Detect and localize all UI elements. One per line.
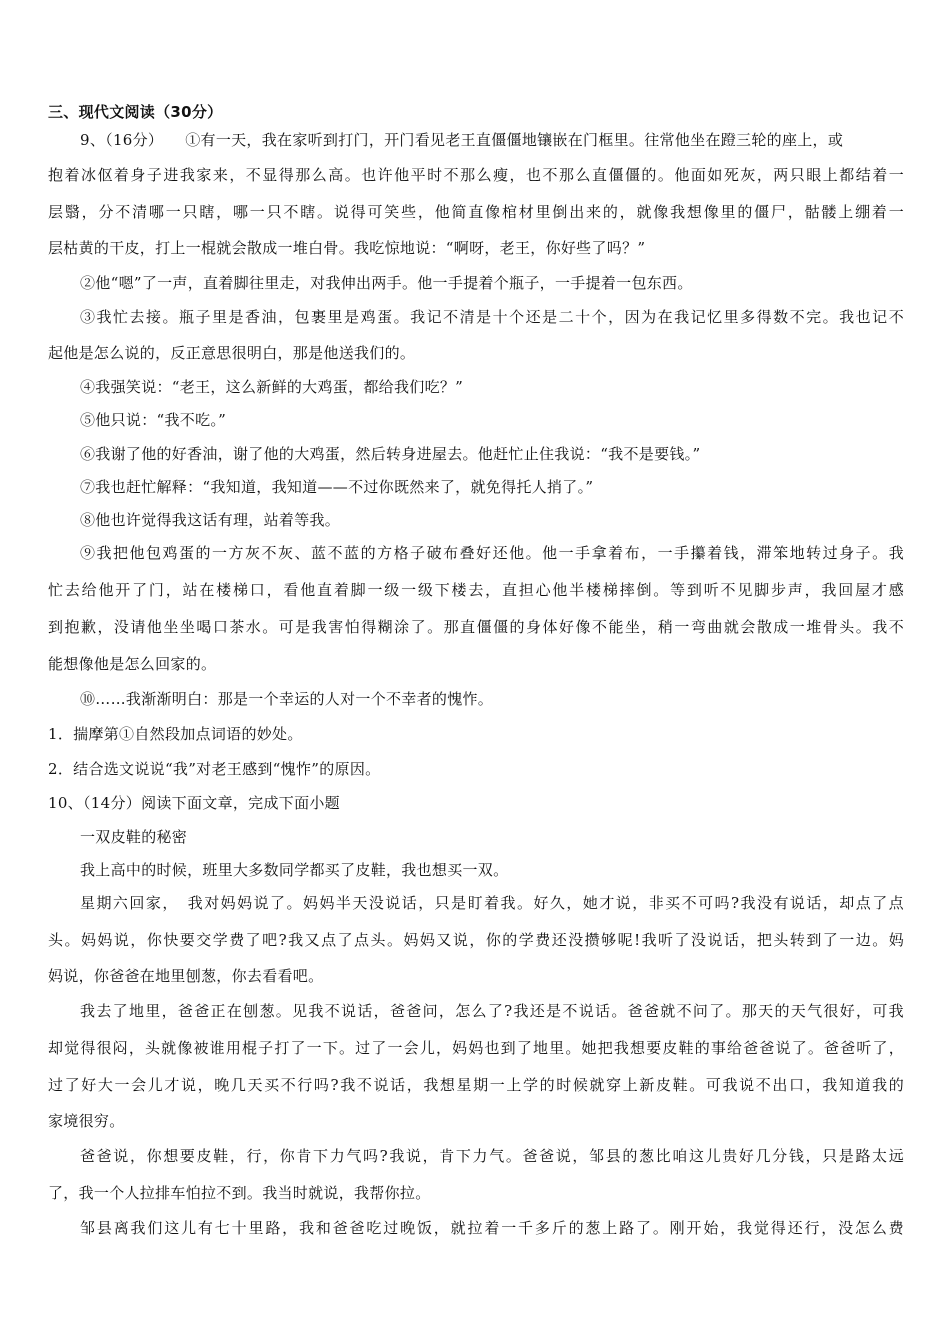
- q9-first-line: [80, 130, 900, 150]
- q9-p9-line-2: 到抱歉，没请他坐坐喝口茶水。可是我害怕得糊涂了。那直僵僵的身体好像不能坐，稍一弯曲就会散成一堆骨头。我不: [48, 618, 904, 636]
- q9-sub1: 1．揣摩第①自然段加点词语的妙处。: [48, 725, 303, 743]
- q9-p1-line-3: 层枯黄的干皮，打上一棍就会散成一堆白骨。我吃惊地说：“啊呀，老王，你好些了吗？”: [48, 239, 646, 257]
- q10-p2-line-2: 妈说，你爸爸在地里刨葱，你去看看吧。: [48, 967, 324, 985]
- q10-p2-line-1: 头。妈妈说，你快要交学费了吧?我又点了点头。妈妈又说，你的学费还没攒够呢!我听了没说话，把头转到了一边。妈: [48, 931, 904, 949]
- q10-p1: 我上高中的时候，班里大多数同学都买了皮鞋，我也想买一双。: [80, 861, 509, 879]
- q10-p3-line-1: 却觉得很闷，头就像被谁用棍子打了一下。过了一会儿，妈妈也到了地里。她把我想要皮鞋的事给爸爸说了。爸爸听了，: [48, 1039, 904, 1057]
- q10-article-title: 一双皮鞋的秘密: [80, 828, 188, 846]
- q9-label: 9、（16分）: [80, 131, 164, 149]
- q10-p3-line-0: 我去了地里，爸爸正在刨葱。见我不说话，爸爸问，怎么了?我还是不说话。爸爸就不问了。那天的天气很好，可我: [80, 1002, 904, 1020]
- q10-p3-line-3: 家境很穷。: [48, 1112, 125, 1130]
- q9-p6: ⑥我谢了他的好香油，谢了他的大鸡蛋，然后转身进屋去。他赶忙止住我说：“我不是要钱。”: [80, 445, 701, 463]
- q9-p8: ⑧他也许觉得我这话有理，站着等我。: [80, 511, 341, 529]
- q10-label: 10、（14分）阅读下面文章，完成下面小题: [48, 794, 340, 812]
- q9-p5: ⑤他只说：“我不吃。”: [80, 411, 227, 429]
- q9-p3-line-1: 起他是怎么说的，反正意思很明白，那是他送我们的。: [48, 344, 416, 362]
- q10-p2-line-0: 星期六回家， 我对妈妈说了。妈妈半天没说话，只是盯着我。好久，她才说，非买不可吗?我没有说话，却点了点: [80, 894, 904, 912]
- q9-p3-line-0: ③我忙去接。瓶子里是香油，包裹里是鸡蛋。我记不清是十个还是二十个，因为在我记忆里多得数不完。我也记不: [80, 308, 904, 326]
- q9-p10: ⑩……我渐渐明白：那是一个幸运的人对一个不幸者的愧怍。: [80, 690, 494, 708]
- q9-p1-line-2: 层翳，分不清哪一只瞎，哪一只不瞎。说得可笑些，他简直像棺材里倒出来的，就像我想像里的僵尸，骷髅上绷着一: [48, 203, 904, 221]
- q9-p9-line-1: 忙去给他开了门，站在楼梯口，看他直着脚一级一级下楼去，直担心他半楼梯摔倒。等到听不见脚步声，我回屋才感: [48, 581, 904, 599]
- section-heading: 三、现代文阅读（30分）: [48, 103, 223, 121]
- q9-p4: ④我强笑说：“老王，这么新鲜的大鸡蛋，都给我们吃？”: [80, 378, 464, 396]
- q9-p2: ②他“嗯”了一声，直着脚往里走，对我伸出两手。他一手提着个瓶子，一手提着一包东西。: [80, 274, 693, 292]
- q9-p9-line-0: ⑨我把他包鸡蛋的一方灰不灰、蓝不蓝的方格子破布叠好还他。他一手拿着布，一手攥着钱，滞笨地转过身子。我: [80, 544, 904, 562]
- q9-p1-line-0: ①有一天，我在家听到打门，开门看见老王直僵僵地镶嵌在门框里。往常他坐在蹬三轮的座上，或: [185, 131, 844, 149]
- q10-p4-line-0: 爸爸说，你想要皮鞋，行，你肯下力气吗?我说，肯下力气。爸爸说，邹县的葱比咱这儿贵好几分钱，只是路太远: [80, 1147, 904, 1165]
- q9-p1-line-1: 抱着冰伛着身子进我家来，不显得那么高。也许他平时不那么瘦，也不那么直僵僵的。他面如死灰，两只眼上都结着一: [48, 166, 904, 184]
- q9-p9-line-3: 能想像他是怎么回家的。: [48, 655, 217, 673]
- q9-p7: ⑦我也赶忙解释：“我知道，我知道——不过你既然来了，就免得托人捎了。”: [80, 478, 594, 496]
- q9-sub2: 2．结合选文说说“我”对老王感到“愧怍”的原因。: [48, 760, 381, 778]
- q10-p3-line-2: 过了好大一会儿才说，晚几天买不行吗?我不说话，我想星期一上学的时候就穿上新皮鞋。可我说不出口，我知道我的: [48, 1076, 904, 1094]
- q10-p4-line-1: 了，我一个人拉排车怕拉不到。我当时就说，我帮你拉。: [48, 1184, 431, 1202]
- q10-p5-line-0: 邹县离我们这儿有七十里路，我和爸爸吃过晚饭，就拉着一千多斤的葱上路了。刚开始，我觉得还行，没怎么费: [80, 1219, 904, 1237]
